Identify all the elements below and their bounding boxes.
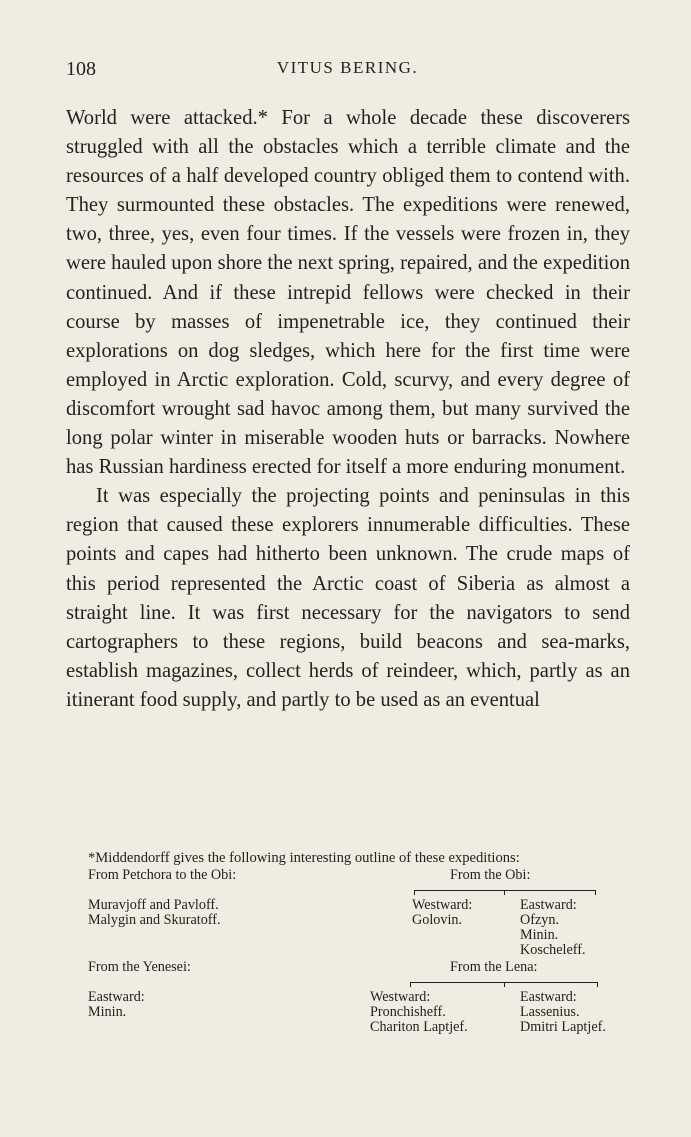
paragraph-2: It was especially the projecting points and peninsulas in this region that caused these explorers innumerable difficulties. These points and capes had hitherto been unknown. The crude maps of this period represented the Arctic coast of Siberia as almost a straight line. It was first necessary for the navigators to send cartographers to these regions, build beacons and sea-marks, establish magazines, collect herds of reindeer, which, partly as an itinerant food supply, and partly to be used as an eventual bbox=[66, 485, 630, 711]
petchora-line-2: Malygin and Skuratoff. bbox=[88, 912, 221, 928]
yenesei-eastward-heading: Eastward: bbox=[88, 989, 145, 1005]
lena-eastward-line-1: Lassenius. bbox=[520, 1004, 580, 1020]
obi-eastward-line-3: Koscheleff. bbox=[520, 942, 586, 958]
obi-eastward-line-1: Ofzyn. bbox=[520, 912, 560, 928]
footnote-intro-text: *Middendorff gives the following interesting outline of these expeditions: bbox=[88, 850, 520, 866]
obi-eastward-heading: Eastward: bbox=[520, 897, 577, 913]
body-text bbox=[66, 104, 630, 715]
page-header bbox=[66, 58, 629, 88]
obi-westward-heading: Westward: bbox=[412, 897, 473, 913]
obi-brace bbox=[414, 890, 596, 897]
petchora-heading: From Petchora to the Obi: bbox=[88, 867, 237, 883]
lena-heading: From the Lena: bbox=[450, 959, 538, 975]
page-number: 108 bbox=[66, 58, 96, 80]
obi-brace-tick bbox=[504, 890, 505, 895]
yenesei-eastward-line-1: Minin. bbox=[88, 1004, 127, 1020]
lena-brace-tick bbox=[504, 982, 505, 987]
footnote-intro bbox=[88, 850, 644, 866]
lena-eastward-heading: Eastward: bbox=[520, 989, 577, 1005]
lena-brace bbox=[410, 982, 598, 989]
paragraph-1: World were attacked.* For a whole decade these discoverers struggled with all the obstacles which a terrible climate and the resources of a half developed country obliged them to contend with. They surmounted these obstacles. The expeditions were renewed, two, three, yes, even four times. If the vessels were frozen in, they were hauled upon shore the next spring, repaired, and the expedition continued. And if these intrepid fellows were checked in their course by masses of impenetrable ice, they continued their explorations on dog sledges, which here for the first time were employed in Arctic exploration. Cold, scurvy, and every degree of discomfort wrought sad havoc among them, but many survived the long polar winter in miserable wooden huts or barracks. Nowhere has Russian hardiness erected for itself a more enduring monument. bbox=[66, 107, 630, 479]
lena-eastward-line-2: Dmitri Laptjef. bbox=[520, 1019, 606, 1035]
obi-heading: From the Obi: bbox=[450, 867, 531, 883]
lena-westward-line-2: Chariton Laptjef. bbox=[370, 1019, 468, 1035]
obi-eastward-line-2: Minin. bbox=[520, 927, 559, 943]
petchora-line-1: Muravjoff and Pavloff. bbox=[88, 897, 219, 913]
yenesei-heading: From the Yenesei: bbox=[88, 959, 191, 975]
lena-westward-heading: Westward: bbox=[370, 989, 431, 1005]
lena-westward-line-1: Pronchisheff. bbox=[370, 1004, 446, 1020]
obi-westward-line-1: Golovin. bbox=[412, 912, 463, 928]
running-title: VITUS BERING. bbox=[276, 58, 419, 77]
